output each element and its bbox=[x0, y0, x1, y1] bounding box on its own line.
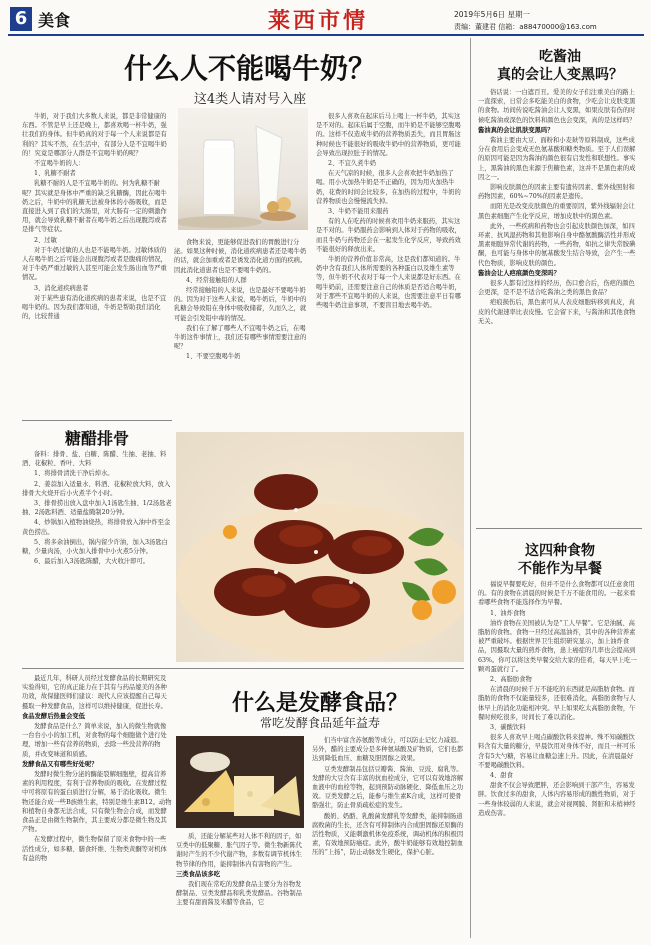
paragraph: 3、碳酸饮料 bbox=[490, 724, 526, 732]
paragraph: 1、将排骨清洗干净后焯水。 bbox=[34, 470, 114, 478]
paragraph: 4、经常接触铅的人群 bbox=[186, 276, 247, 284]
paragraph: 们当中富含苏氨酸等成分，可以防止记忆力减退。另外，醋的主要成分是多种氨基酸及矿物质，它们也都达到降低血压、血糖及胆固醇之效果。 bbox=[312, 737, 464, 763]
pork-ribs-photo bbox=[176, 432, 464, 662]
paragraph: 在天气凉的时候，很多人会喜欢把牛奶加热了喝。用小火加热牛奶是不正确的，因为用火加热牛奶，花费的时间会比较多，在加热的过程中，牛奶的营养物质也会慢慢流失掉。 bbox=[316, 170, 461, 205]
cheese-photo bbox=[176, 736, 304, 828]
editor-line: 责编：董建君 信箱：a88470000@163.com bbox=[454, 23, 597, 31]
paragraph: 不宜喝牛奶的人： bbox=[34, 160, 85, 168]
paragraph: 3、消化道疾病患者 bbox=[34, 284, 89, 292]
ferment-col1-text bbox=[22, 674, 172, 863]
paragraph: 发酵时微生物分泌的酶能裂解细胞壁，提高营养素的利用程度，有利于营养物质的吸收。在发酵过程中可将原有的蛋白质进行分解，易于消化吸收。微生物还能合成一些B族维生素，特别是维生素B12。动物和植物自身都无法合成，只有微生物会合成，而发酵食品正是由微生物制作，其主要成分都是微生物及其产物。 bbox=[22, 771, 172, 834]
paragraph: 很多人喜欢早上喝点碳酸饮料来提神。殊不知碳酸饮料含有大量的糖分，早晨饮用对身体不好，而且一杯可乐含有5大勺糖，容易让血糖急速上升。因此，在清晨最好不要喝碳酸饮料。 bbox=[478, 734, 636, 769]
paragraph: 俗话说：一白遮百丑。爱美的女子们注重美白的路上一直探索，日常会多吃能美白的食物，少吃会让皮肤变黑的食物。坊间传说吃酱油会让人变黑，如果皮肤有伤的时候吃酱油或深色的饮料和颜色也会变深，真的是这样吗？ bbox=[478, 89, 636, 124]
page-number: 6 bbox=[14, 8, 28, 29]
paragraph: 我们现在常吃的发酵食品主要分为谷物发酵制品、豆类发酵品和乳类发酵品。谷物制品主要有甜面酱及米醋等食品，它 bbox=[176, 881, 302, 907]
paragraph: 质，还能分解某些对人体不利的因子，如豆类中的低聚糖、胀气因子等。微生物新陈代谢时产生的不少代谢产物，多数有调节机体生物节律的作用，能抑制体内有害物的产生。 bbox=[176, 833, 302, 868]
milk-article-col3 bbox=[316, 112, 464, 311]
subheading: 发酵食品又有哪些好处呢？ bbox=[22, 760, 98, 768]
paragraph: 而阳光是改变皮肤颜色的重要原因，紫外线辐射会让黑色素细胞产生化学反应，增加皮肤中的黑色素。 bbox=[478, 203, 635, 220]
paragraph: 食物来说，更能够促进我们的胃酸进行分泌。如果这种时候，消化道疾病患者还是喝牛奶的话，就会加重或者是诱发消化道方面的疾病。因此消化道患者也是不要喝牛奶的。 bbox=[174, 239, 307, 274]
paragraph: 发酵食品是什么？简单来说，加入的微生物就像一台台小小的加工机，对食物的每个细胞做个进行处理，增加一些有营养的物质，去除一些没营养的物质，并改变味道和质感。 bbox=[22, 723, 167, 758]
milk-illustration bbox=[178, 108, 308, 230]
paragraph: 5、将多余油倒出，锅内留少许油，加入3汤匙白糖，少量肉汤，小火加入排骨中小火煮5分钟。 bbox=[22, 538, 168, 556]
paragraph: 牛奶，对于我们大多数人来说，都是非常健康的东西。不管是早上还是晚上，都喜欢喝一杯牛奶，强壮我们的身体。但牛奶真的对于每一个人来说都是有利的？其实不然，在生活中，有部分人是不宜喝牛奶的！究竟是哪部分人群是不宜喝牛奶的呢？ bbox=[22, 113, 167, 157]
paragraph: 很多人都有过这样的经历，伤口愈合后，伤疤的颜色会更深，是不是不适合吃酱油之类的黑色食品？ bbox=[478, 280, 635, 297]
paragraph: 6、最后加入3汤匙陈醋，大火收汁即可。 bbox=[34, 558, 150, 566]
paragraph: 有的人在吃药的时候喜欢用牛奶来服药，其实这是不对的。牛奶服药会影响到人体对于药物的吸收，而且牛奶与药物还会在一起发生化学反应，导致药效不能很好的释放出来。 bbox=[316, 218, 461, 253]
paragraph: 酱油主要由大豆、面粉和小麦麸等原料制成，这些成分在食用后会变成无色氨基酸和糖类物质。至于人们误解的原因可能是因为酱油的颜色很有启发性和联想性。事实上，黑酱油的黑色来源于焦糖色素，这并不是黑色素的成因之一。 bbox=[478, 137, 636, 181]
ferment-article-col2 bbox=[176, 832, 306, 909]
milk-article-col2 bbox=[174, 238, 310, 363]
cheese-illustration bbox=[176, 736, 304, 828]
pork-ribs-illustration bbox=[176, 432, 464, 662]
paragraph: 甜食不仅会导致肥胖，还会影响到干部产生，容易发胖。饮食过多的甜食，人体内容易形成的酸性物质，对于一些身体较弱的人来说，就会对视网膜、肾脏和末梢神经造成伤害。 bbox=[478, 782, 636, 817]
paragraph: 疤痕损伤后，黑色素可从人表皮细胞转移到真皮，真皮的代谢速率比表皮慢。它会留下来，与酱油和其他食物无关。 bbox=[478, 299, 636, 325]
paragraph: 在清晨的时候千万不能吃的东西就是高脂肪食物。而脂肪的食物不仅能量较多，还很难消化，高脂肪食物与人体早上的消化功能相冲突。早上如果吃太高脂肪食物，午餐时候吃很多，时间长了难以消化。 bbox=[478, 686, 636, 721]
milk-col1-text bbox=[22, 112, 169, 321]
pork-text bbox=[22, 450, 172, 566]
paragraph: 2、高脂肪食物 bbox=[490, 676, 532, 684]
ferment-col3-text bbox=[312, 736, 464, 858]
paragraph: 1、不要空腹喝牛奶 bbox=[186, 353, 241, 361]
foods-text bbox=[478, 580, 638, 818]
section-label: 美食 bbox=[38, 11, 71, 30]
subheading: 三类食品该多吃 bbox=[176, 870, 221, 878]
newspaper-logo: 莱西市情 bbox=[268, 8, 369, 34]
ferment-subtitle: 常吃发酵食品延年益寿 bbox=[259, 716, 380, 730]
subheading: 酱油真的会让肌肤变黑吗？ bbox=[478, 126, 554, 134]
paragraph: 备料：排骨、盐、白糖、陈醋、生抽、老抽、料酒、花椒粒、香叶、大料 bbox=[22, 451, 167, 468]
paragraph: 对于某些患有消化道疾病的患者来说，也是不宜喝牛奶的。因为我们都知道，牛奶是帮助我们消化的，比较普通 bbox=[22, 294, 167, 321]
paragraph: 油炸食物在美国被认为是“工人早餐”。它是油腻、高脂肪的食物。食物一旦经过高温油炸，其中的各种营养素被严重破坏。根据世界卫生组织研究显示，加上油炸食品，因摄取大量的煎炸食物，患上癌症的几率也会提高到63%。你可以将这类早餐交给大家的佳肴，每天早上吃一颗鸡蛋就行了。 bbox=[478, 619, 637, 673]
foods-article-body bbox=[478, 580, 638, 819]
soy-title-line2: 真的会让人变黑吗？ bbox=[497, 67, 623, 83]
milk-title: 什么人不能喝牛奶？ bbox=[123, 52, 376, 85]
paragraph: 在发酵过程中，微生物保留了原来食物中的一些活性成分，如多糖、膳食纤维、生物类黄酮等对机体有益的物 bbox=[22, 836, 167, 862]
paragraph: 1、油炸食物 bbox=[490, 609, 526, 617]
paragraph: 此外，一些疾病和药物也会引起皮肤颜色加深，如四环素、抗风湿药物和其他影响自身中酪氨酸酶活性并形成黑素细胞异常代谢的药物，一些药物，如抗之律失常胺碘酮，也可能与身体中的氨基酸发生结合导致，会产生一些代色物质，影响皮肤的颜色。 bbox=[478, 222, 636, 267]
paragraph: 4、炒锅加入植物油烧热，将排骨放入油中炸至金黄色捞出。 bbox=[22, 519, 171, 536]
paragraph: 3、排骨捞出放入盘中加入1汤匙生抽、1/2汤匙老抽、2汤匙料酒、适量盐腌制20分钟。 bbox=[22, 500, 172, 517]
soy-text bbox=[478, 88, 638, 326]
paragraph: 牛奶的营养价值非常高，这是我们都知道的。牛奶中含有我们人体所需要的各种蛋白以及维生素等等，但牛奶不代表对于每一个人来说都是好东西。在喝牛奶前，还需要注意自己的体质是否适合喝牛奶，对于那些不宜喝牛奶的人来说，也需要注意平日有哪些喝牛奶注意事项，不要盲目地去喝牛奶。 bbox=[316, 256, 461, 310]
foods-top-rule bbox=[476, 528, 642, 529]
pork-article-body bbox=[22, 450, 172, 567]
milk-col2-text bbox=[174, 238, 310, 362]
paragraph: 最近几年，科研人员经过发酵食品的长期研究及实验得知，它的真正能力在于其有与药品媲美的各种功效，故保健医师们建议：现代人应该提醒自己每天摄取一种发酵食品，这样可以维持健康，促进长寿。 bbox=[22, 675, 167, 710]
subheading: 酱油会让人疤痕颜色变深吗？ bbox=[478, 269, 560, 277]
milk-subtitle: 这4类人请对号入座 bbox=[193, 92, 307, 107]
paragraph: 经常接触铅的人来说，也是最好不要喝牛奶的。因为对于这些人来说，喝牛奶后，牛奶中的乳糖会导致铅在身体中吸收储蓄，久而久之，就可能会引发铅中毒的情况。 bbox=[174, 287, 307, 322]
paragraph: 2、姜蒜加入适量水、料酒、花椒粒放大料，放入排骨大火烧开后小火煮半个小时。 bbox=[22, 480, 171, 497]
paragraph: 对于牛奶过敏的人也是不能喝牛奶。过敏体质的人在喝牛奶之后可能会出现腹泻或者是腹痛的情况，对于牛奶严重过敏的人甚至可能会发生肠出血等严重情况。 bbox=[22, 246, 167, 282]
milk-article-col1 bbox=[22, 112, 169, 322]
paragraph: 影响皮肤颜色的因素主要有遗传因素、紫外线照射和药物因素，60%~70%的因素是遗传。 bbox=[478, 184, 635, 201]
ferment-article-col3 bbox=[312, 736, 464, 859]
paragraph: 我们在了解了哪些人不宜喝牛奶之后，在喝牛奶这件事情上，我们还有哪些事情需要注意的呢？ bbox=[174, 324, 307, 351]
pork-title: 糖醋排骨 bbox=[64, 429, 129, 448]
ferment-article-col1 bbox=[22, 674, 172, 864]
foods-title-line1: 这四种食物 bbox=[525, 543, 595, 559]
paragraph: 1、乳糖不耐者 bbox=[34, 170, 76, 178]
right-column-divider bbox=[470, 38, 471, 938]
ferment-title: 什么是发酵食品？ bbox=[231, 690, 408, 716]
paragraph: 2、不宜久煮牛奶 bbox=[328, 160, 377, 168]
soy-article-body bbox=[478, 88, 638, 327]
pork-top-rule bbox=[22, 420, 172, 421]
paragraph: 乳糖不耐的人是不宜喝牛奶的。何为乳糖不耐呢？其实就是身体中严重的缺乏乳糖酶，因此在喝牛奶之后，牛奶中的乳糖无法被身体的小肠吸收，而是直接进入到了我们的大肠里，对大肠有一定的刺激作用，就会导致乳糖不耐者在喝牛奶之后出现腹泻或者是排气等症状。 bbox=[22, 180, 167, 234]
soy-title-line1: 吃酱油 bbox=[539, 49, 581, 65]
foods-title-line2: 不能作为早餐 bbox=[518, 561, 602, 577]
paragraph: 很多人喜欢在起床后马上喝上一杯牛奶，其实这是不对的。起床后属于空腹，而牛奶是不能够空腹喝的。这样不仅造成牛奶的营养物质丢失，而且胃肠这种时候也不能很好的吸收牛奶中的营养物质，更可能会导致出现拉肚子的情况。 bbox=[316, 113, 461, 157]
masthead-rule bbox=[8, 34, 644, 36]
date-line: 2019年5月6日 星期一 bbox=[454, 10, 531, 19]
paragraph: 酸奶、奶酪、乳酸菌发酵乳等发酵类，能抑制肠道腐败菌的生长，还含有可抑制体内合成胆固醇还原酶的活性物质，又能刺激机体免疫系统，调动机体的积极因素，有效地预防癌症。此外，酸牛奶能够有效地控制血压的“上扬”，防止动脉发生硬化，保护心脏。 bbox=[312, 812, 464, 857]
milk-photo bbox=[178, 108, 308, 230]
ferment-top-rule bbox=[22, 668, 464, 669]
ferment-col2-text bbox=[176, 832, 306, 908]
subheading: 食品发酵后热量会变低 bbox=[22, 712, 85, 720]
paragraph: 豆类发酵制品包括豆瓣酱、酱油、豆豉、腐乳等。发酵的大豆含有丰富的抗血栓成分，它可以有效地溶解血液中的血栓等物，起到预防动脉硬化、降低血压之功效。豆类发酵之后，能参与维生素K合成，这样可使骨骼强壮，防止骨质疏松症的发生。 bbox=[312, 765, 464, 810]
paragraph: 3、牛奶不能用来服药 bbox=[328, 208, 389, 216]
milk-col3-text bbox=[316, 112, 464, 310]
paragraph: 4、甜食 bbox=[490, 772, 513, 780]
paragraph: 福说早餐要吃好，但并不是什么食物都可以任意食用的。有的食物在清晨的时候是千万不能食用的。一起来看看哪些食物不能选择作为早餐。 bbox=[478, 581, 636, 607]
paragraph: 2、过敏 bbox=[34, 236, 57, 244]
